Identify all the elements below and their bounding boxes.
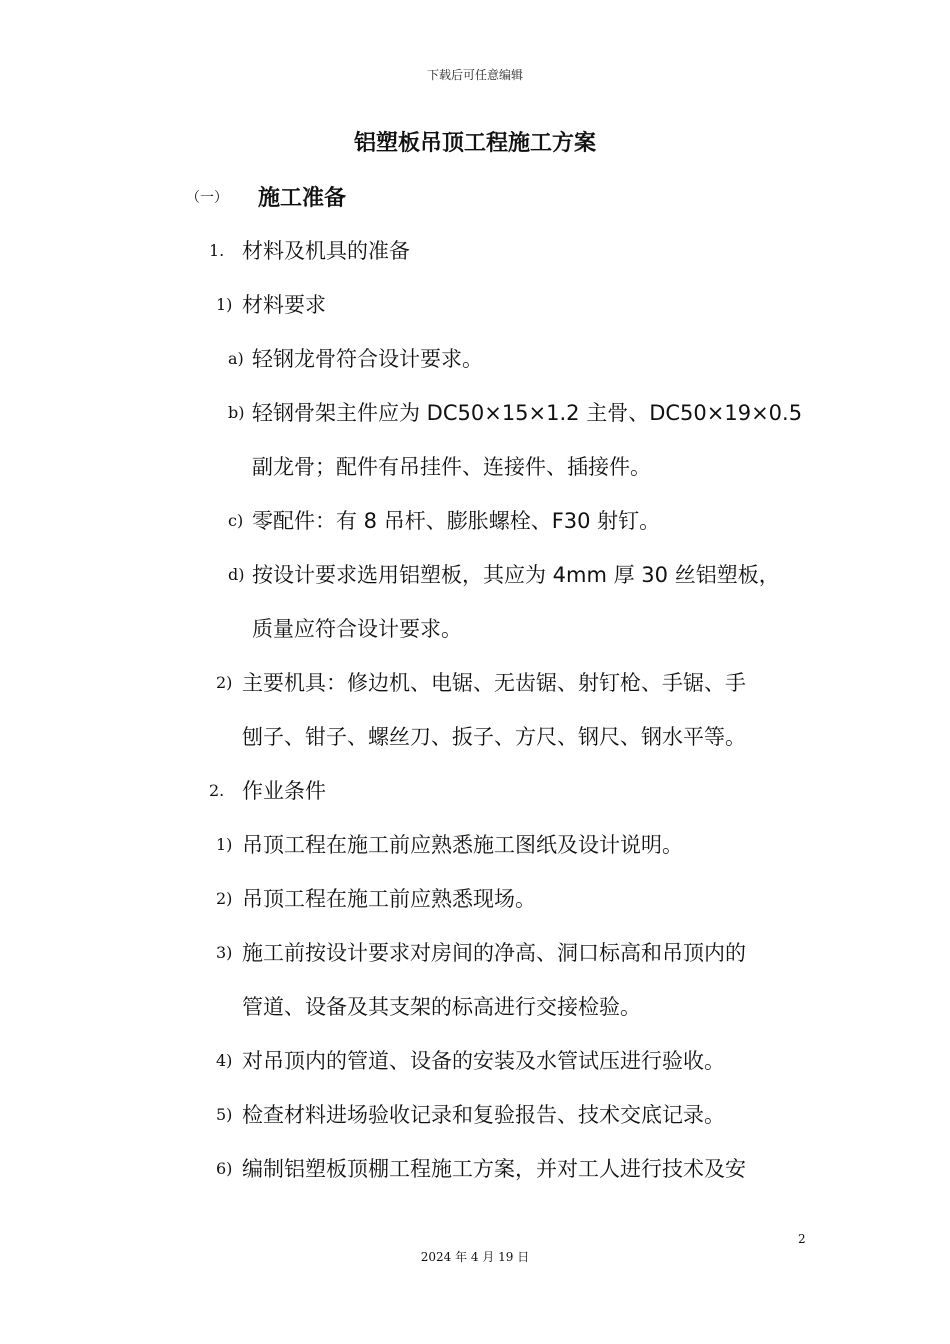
item-2-5-mark: 5) <box>216 1105 233 1124</box>
item-2-3-line2: 管道、设备及其支架的标高进行交接检验。 <box>242 995 641 1019</box>
header-note: 下载后可任意编辑 <box>426 68 523 82</box>
item-2-3-mark: 3) <box>216 943 233 962</box>
item-c-text: 零配件：有 8 吊杆、膨胀螺栓、F30 射钉。 <box>252 509 661 533</box>
item-b-line1: 轻钢骨架主件应为 DC50×15×1.2 主骨、DC50×19×0.5 <box>252 401 803 425</box>
item-2-3-line1: 施工前按设计要求对房间的净高、洞口标高和吊顶内的 <box>242 941 746 965</box>
item-2-1-text: 吊顶工程在施工前应熟悉施工图纸及设计说明。 <box>242 833 683 857</box>
item-c-mark: c) <box>228 511 244 530</box>
item-2-1-mark: 1) <box>216 835 233 854</box>
item-2-mark: 2. <box>209 781 225 800</box>
item-2-6-text: 编制铝塑板顶棚工程施工方案，并对工人进行技术及安 <box>242 1157 746 1181</box>
item-b-mark: b) <box>228 403 245 422</box>
item-1-1-text: 材料要求 <box>242 293 326 317</box>
item-a-text: 轻钢龙骨符合设计要求。 <box>252 347 483 371</box>
footer-date: 2024 年 4 月 19 日 <box>420 1250 530 1264</box>
document-title: 铝塑板吊顶工程施工方案 <box>353 131 596 156</box>
item-d-line1: 按设计要求选用铝塑板，其应为 4mm 厚 30 丝铝塑板， <box>252 563 780 587</box>
item-2-5-text: 检查材料进场验收记录和复验报告、技术交底记录。 <box>242 1103 725 1127</box>
item-2-text: 作业条件 <box>242 779 326 803</box>
section-title: 施工准备 <box>258 186 347 211</box>
item-2-2-text: 吊顶工程在施工前应熟悉现场。 <box>242 887 536 911</box>
item-1-mark: 1. <box>209 241 225 260</box>
item-d-mark: d) <box>228 565 245 584</box>
item-1-2-mark: 2) <box>216 673 233 692</box>
item-1-2-line2: 刨子、钳子、螺丝刀、扳子、方尺、钢尺、钢水平等。 <box>242 725 746 749</box>
item-2-4-mark: 4) <box>216 1051 233 1070</box>
item-1-text: 材料及机具的准备 <box>242 239 410 263</box>
item-d-line2: 质量应符合设计要求。 <box>252 617 462 641</box>
item-2-4-text: 对吊顶内的管道、设备的安装及水管试压进行验收。 <box>242 1049 725 1073</box>
item-2-6-mark: 6) <box>216 1159 233 1178</box>
item-b-line2: 副龙骨；配件有吊挂件、连接件、插接件。 <box>252 455 651 479</box>
item-2-2-mark: 2) <box>216 889 233 908</box>
page-number: 2 <box>798 1232 806 1246</box>
item-1-1-mark: 1) <box>216 295 233 314</box>
item-1-2-line1: 主要机具：修边机、电锯、无齿锯、射钉枪、手锯、手 <box>242 671 746 695</box>
section-mark: （一） <box>186 190 228 206</box>
item-a-mark: a) <box>228 349 244 368</box>
